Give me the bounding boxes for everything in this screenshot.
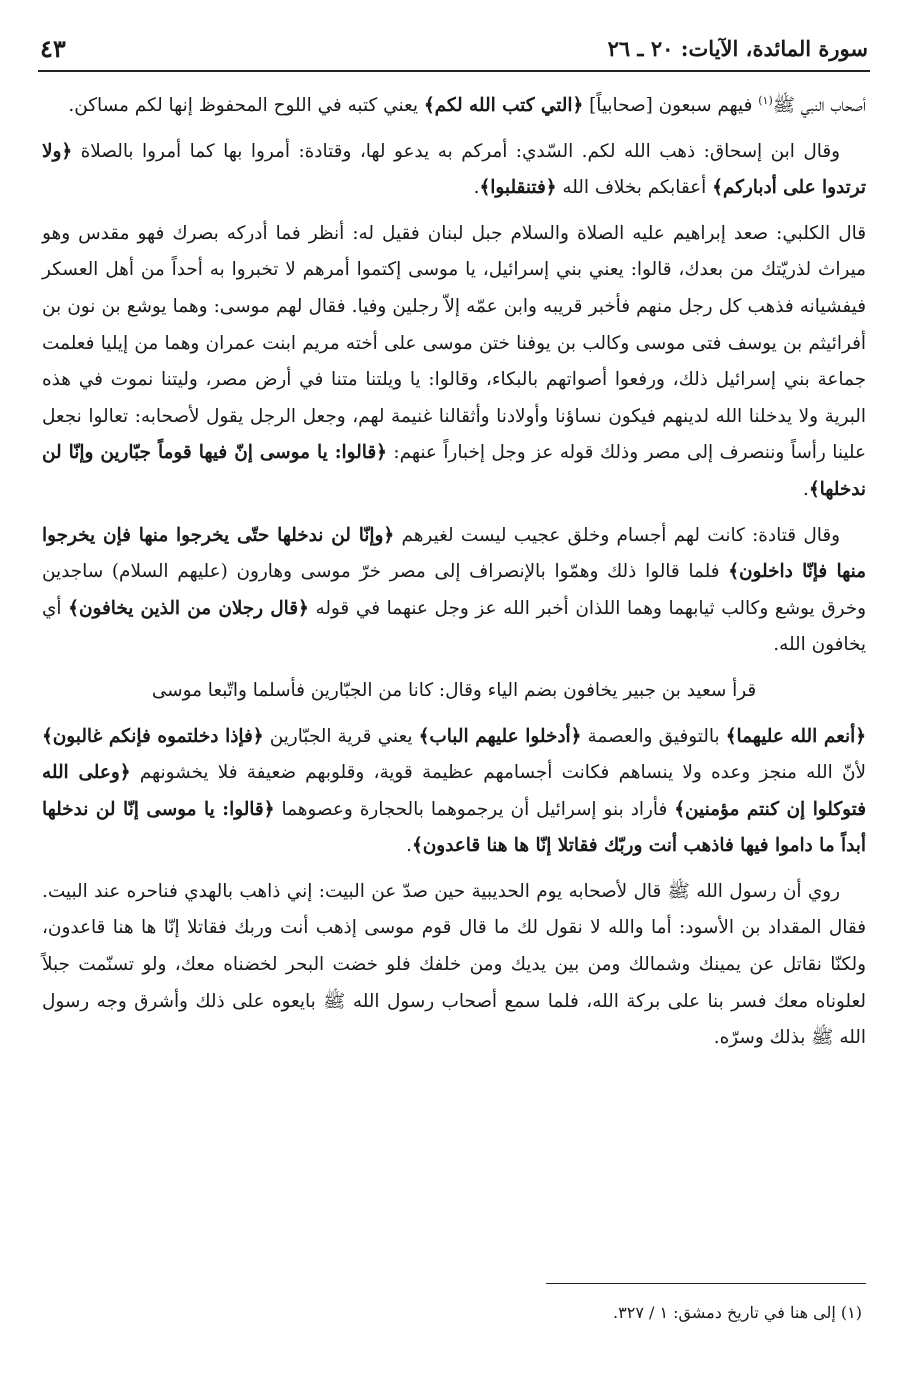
quran-quote: ﴿أنعم الله عليهما﴾ — [725, 725, 867, 747]
text-run: . — [803, 478, 809, 500]
text-run: أي يخافون الله. — [42, 597, 866, 656]
quran-quote: ﴿وعلى الله فتوكلوا إن كنتم مؤمنين﴾ — [42, 762, 866, 820]
paragraph — [42, 673, 866, 710]
main-text — [42, 88, 866, 1066]
text-run: فأراد بنو إسرائيل أن يرجموهما بالحجارة وعصوهما — [274, 798, 675, 820]
quran-quote: ﴿قال رجلان من الذين يخافون﴾ — [68, 597, 309, 619]
footnote-ref: (١) — [758, 93, 773, 107]
quran-quote: ﴿فتنقلبوا﴾ — [479, 177, 557, 199]
quran-quote: ﴿قالوا: يا موسى إنّ فيها قوماً جبّارين وإنّا لن ندخلها﴾ — [42, 442, 866, 500]
quran-quote: ﴿وإنّا لن ندخلها حتّى يخرجوا منها فإن يخرجوا منها فإنّا داخلون﴾ — [42, 524, 866, 583]
paragraph — [42, 216, 866, 509]
paragraph — [42, 518, 866, 664]
text-run: وقال ابن إسحاق: ذهب الله لكم. السّدي: أمركم به يدعو لها، وقتادة: أمروا بها كما أمروا بالصلاة — [72, 140, 840, 162]
text-run: وقال قتادة: كانت لهم أجسام وخلق عجيب ليست لغيرهم — [394, 524, 840, 546]
text-run: يعني قرية الجبّارين — [263, 725, 419, 747]
text-run: فيهم سبعون [صحابياً] — [583, 95, 759, 116]
header-title: سورة المائدة، الآيات: ٢٠ ـ ٢٦ — [607, 35, 868, 61]
text-run: روي أن رسول الله ﷺ قال لأصحابه يوم الحديبية حين صدّ عن البيت: إني ذاهب بالهدي فناحره عند البيت. فقال المقداد بن الأسود: أما والله لا نقول لك ما قال قوم موسى إذهب أنت وربك فقاتلا إنّا ها هنا قاعدون، ولكنّا نقاتل عن يمينك وشمالك ومن بين يديك ومن خلفك فلو خضت البحر لخضناه معك، ولو تسنّمت جبلاً لعلوناه معك فسر بنا على بركة الله، فلما سمع أصحاب رسول الله ﷺ بايعوه على ذلك وأشرق وجه رسول الله ﷺ بذلك وسرّه. — [42, 880, 866, 1049]
text-run: قرأ سعيد بن جبير يخافون بضم الياء وقال: كانا من الجبّارين فأسلما واتّبعا موسى — [151, 679, 757, 701]
text-run: يعني كتبه في اللوح المحفوظ إنها لكم مساكن. — [68, 95, 424, 116]
paragraph — [42, 134, 866, 207]
quran-quote: ﴿فإذا دخلتموه فإنكم غالبون﴾ — [42, 725, 264, 747]
paragraph — [42, 719, 866, 865]
paragraph — [42, 874, 866, 1057]
footnote-rule — [546, 1283, 866, 1284]
header-rule — [38, 70, 870, 72]
text-run: بالتوفيق والعصمة — [581, 725, 726, 747]
paragraph — [42, 88, 866, 125]
text-run: قال الكلبي: صعد إبراهيم عليه الصلاة والسلام جبل لبنان فقيل له: أنظر فما أدركه بصرك فهو مقدس وهو ميراث لذريّتك من بعدك، قالوا: يعني بني إسرائيل، يا موسى إكتموا أمرهم لا تخبروا به أحداً من أهل العسكر فيفشيانه فذهب كل رجل منهم فأخبر قريبه وابن عمّه إلاّ رجلين وفيا. فقال لهم موسى: وهما يوشع بن نون بن أفرائيثم بن يوسف فتى موسى وكالب بن يوفنا ختن موسى على أخته مريم ابنت عمران وهما من إيليا فعلمت جماعة بني إسرائيل ذلك، ورفعوا أصواتهم بالبكاء، وقالوا: يا ويلتنا متنا في أرض مصر، وليتنا نموت في هذه البرية ولا يدخلنا الله لدينهم فيكون نساؤنا وأولادنا وأثقالنا غنيمة لهم، وجعل الرجل يقول لأصحابه: تعالوا نجعل علينا رأساً وننصرف إلى مصر وذلك قوله عز وجل إخباراً عنهم: — [42, 222, 866, 464]
text-run: فلما قالوا ذلك وهمّوا بالإنصراف إلى مصر خرّ موسى وهارون (عليهم السلام) ساجدين وخرق يوشع وكالب ثيابهما وهما اللذان أخبر الله عز وجل عنهما في قوله — [42, 561, 866, 619]
text-run: لأنّ الله منجز وعده ولا ينساهم فكانت أجسامهم عظيمة قوية، وقلوبهم ضعيفة فلا يخشونهم — [130, 762, 866, 784]
quran-quote: ﴿التي كتب الله لكم﴾ — [423, 95, 584, 116]
text-run: أعقابكم بخلاف الله — [556, 177, 713, 199]
text-run: أصحاب النبي ﷺ — [772, 95, 866, 116]
footnote: (١) إلى هنا في تاريخ دمشق: ١ / ٣٢٧. — [613, 1303, 862, 1322]
quran-quote: ﴿أدخلوا عليهم الباب﴾ — [418, 725, 582, 747]
text-run: . — [473, 177, 480, 199]
quran-quote: ﴿ولا ترتدوا على أدباركم﴾ — [42, 140, 866, 199]
running-header — [40, 28, 868, 68]
page-number: ٤٣ — [40, 33, 66, 63]
quran-quote: ﴿قالوا: يا موسى إنّا لن ندخلها أبداً ما داموا فيها فاذهب أنت وربّك فقاتلا إنّا ها هنا قاعدون﴾ — [42, 798, 866, 857]
text-run: . — [406, 835, 412, 857]
